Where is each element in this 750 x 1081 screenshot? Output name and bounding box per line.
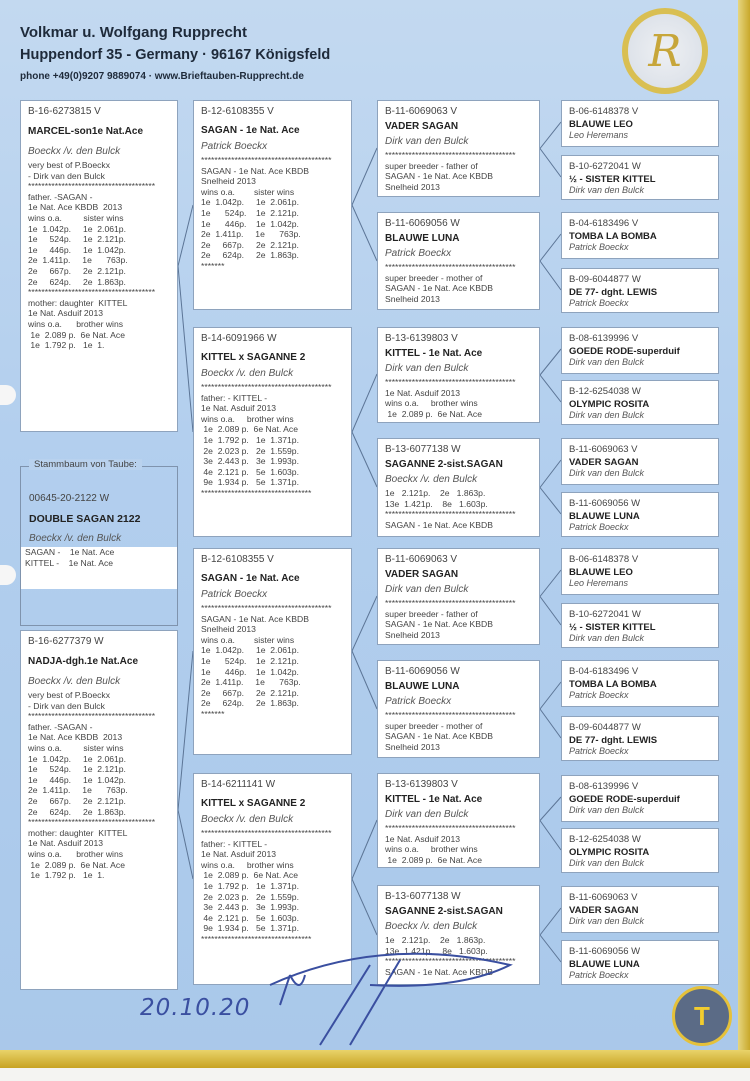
connector-line (352, 879, 377, 935)
pigeon-name: BLAUWE LUNA (569, 511, 640, 522)
pigeon-name: GOEDE RODE-superduif (569, 346, 680, 357)
breeder: Boeckx /v. den Bulck (201, 368, 294, 379)
note-line: *************************************** (201, 603, 332, 613)
performance-notes (28, 690, 170, 881)
note-line: - Dirk van den Bulck (28, 170, 105, 181)
note-line: 13e 1.421p. 8e 1.603p. (385, 945, 488, 956)
note-line: 2e 1.411p. 1e 763p. (201, 677, 301, 688)
breeder: Dirk van den Bulck (569, 805, 645, 815)
pedigree-card (377, 548, 540, 645)
note-line: 1e Nat. Asduif 2013 (385, 833, 461, 844)
note-line: 2e 624p. 2e 1.863p. (201, 250, 299, 261)
breeder: Patrick Boeckx (201, 141, 268, 152)
pedigree-card (561, 212, 719, 259)
note-line: 1e 2.089 p. 6e Nat. Ace (28, 859, 125, 870)
pedigree-card (377, 100, 540, 197)
note-line: Snelheid 2013 (385, 293, 440, 304)
ring-number: B-11-6069063 V (569, 444, 638, 455)
ring-number: B-04-6183496 V (569, 218, 639, 229)
connector-line (178, 205, 193, 266)
note-line: wins o.a. sister wins (28, 742, 124, 753)
note-line: wins o.a. sister wins (201, 634, 295, 645)
note-line: wins o.a. sister wins (201, 186, 295, 197)
note-line: wins o.a. brother wins (385, 844, 478, 855)
pedigree-card (561, 775, 719, 822)
note-line: SAGAN - 1e Nat. Ace KBDB (385, 966, 493, 977)
note-line: 1e 1.042p. 1e 2.061p. (28, 753, 126, 764)
note-line: SAGAN - 1e Nat. Ace KBDB (385, 283, 493, 294)
performance-notes (385, 823, 532, 865)
pigeon-name: TOMBA LA BOMBA (569, 679, 657, 690)
performance-notes (385, 488, 532, 530)
pedigree-card (193, 548, 352, 755)
ring-number: B-12-6108355 V (201, 554, 274, 565)
subject-label: Stammbaum von Taube: (29, 459, 142, 470)
note-line: ************************************** (28, 181, 156, 192)
note-line: 1e 1.792 p. 1e 1.371p. (201, 880, 299, 891)
pigeon-name: ½ - SISTER KITTEL (569, 174, 656, 185)
note-line: 1e 524p. 1e 2.121p. (28, 234, 126, 245)
connector-line (352, 596, 377, 651)
note-line: Snelheid 2013 (385, 181, 440, 192)
pedigree-card (377, 438, 540, 537)
pedigree-card (561, 940, 719, 985)
pigeon-name: SAGANNE 2-sist.SAGAN (385, 459, 503, 470)
note-line: wins o.a. sister wins (28, 212, 124, 223)
note-line: Snelheid 2013 (385, 629, 440, 640)
note-line: mother: daughter KITTEL (28, 297, 128, 308)
note-line: 2e 624p. 2e 1.863p. (201, 698, 299, 709)
pedigree-card (561, 660, 719, 707)
note-line: ******* (201, 708, 225, 719)
note-line: 2e 2.023 p. 2e 1.559p. (201, 891, 299, 902)
pigeon-name: DE 77- dght. LEWIS (569, 287, 658, 298)
connector-line (540, 349, 561, 375)
pigeon-name: VADER SAGAN (385, 121, 459, 132)
pedigree-card (377, 660, 540, 758)
breeder: Patrick Boeckx (385, 696, 452, 707)
ring-number: B-10-6272041 W (569, 609, 641, 620)
pedigree-card (193, 100, 352, 310)
subject-note: KITTEL - 1e Nat. Ace (25, 557, 114, 568)
connector-line (178, 810, 193, 879)
connector-line (352, 148, 377, 205)
note-line: 2e 667p. 2e 2.121p. (201, 687, 299, 698)
note-line: wins o.a. brother wins (201, 859, 294, 870)
note-line: 1e 446p. 1e 1.042p. (201, 666, 299, 677)
note-line: 1e 2.089 p. 6e Nat. Ace (201, 424, 298, 435)
address: Huppendorf 35 - Germany · 96167 Königsfeld (20, 47, 331, 63)
note-line: ******* (201, 260, 225, 271)
pedigree-card (20, 100, 178, 432)
performance-notes (385, 262, 532, 304)
pigeon-name: BLAUWE LEO (569, 119, 633, 130)
note-line: SAGAN - 1e Nat. Ace KBDB (385, 731, 493, 742)
note-line: 2e 1.411p. 1e 763p. (28, 785, 128, 796)
note-line: SAGAN - 1e Nat. Ace KBDB (201, 613, 309, 624)
ring-number: B-08-6139996 V (569, 333, 639, 344)
note-line: ************************************** (28, 711, 156, 722)
subject-notes (21, 547, 177, 589)
note-line: SAGAN - 1e Nat. Ace KBDB (385, 519, 493, 530)
breeder: Dirk van den Bulck (385, 136, 469, 147)
ring-number: B-06-6148378 V (569, 554, 639, 565)
connector-line (540, 908, 561, 935)
connector-line (540, 821, 561, 851)
note-line: father: - KITTEL - (201, 838, 268, 849)
note-line: 2e 624p. 2e 1.863p. (28, 276, 126, 287)
ring-number: B-11-6069056 W (569, 946, 641, 957)
ring-number: B-11-6069056 W (385, 218, 460, 229)
note-line: 1e 524p. 1e 2.121p. (28, 764, 126, 775)
breeder: Dirk van den Bulck (385, 363, 469, 374)
breeder: Dirk van den Bulck (569, 916, 645, 926)
note-line: ********************************* (201, 933, 312, 944)
note-line: 1e 1.792 p. 1e 1.371p. (201, 434, 299, 445)
note-line: *************************************** (201, 382, 332, 392)
performance-notes (385, 710, 532, 752)
note-line: *************************************** (385, 377, 516, 387)
pedigree-card (377, 212, 540, 310)
signature-date: 20.10.20 (140, 995, 251, 1021)
ring-number: B-11-6069056 W (385, 666, 460, 677)
breeder: Patrick Boeckx (569, 522, 629, 532)
breeder: Boeckx /v. den Bulck (201, 814, 294, 825)
breeder: Dirk van den Bulck (385, 809, 469, 820)
logo-letter: R (648, 25, 682, 77)
note-line: 1e Nat. Asduif 2013 (28, 308, 104, 319)
breeder: Boeckx /v. den Bulck (28, 676, 121, 687)
note-line: super breeder - mother of (385, 720, 483, 731)
ring-number: B-13-6077138 W (385, 444, 461, 455)
note-line: 9e 1.934 p. 5e 1.371p. (201, 477, 299, 488)
pigeon-name: GOEDE RODE-superduif (569, 794, 680, 805)
note-line: 2e 667p. 2e 2.121p. (201, 239, 299, 250)
note-line: *************************************** (385, 598, 516, 608)
pedigree-card (561, 268, 719, 313)
breeder: Patrick Boeckx (569, 970, 629, 980)
ring-number: B-13-6139803 V (385, 779, 458, 790)
breeder: Patrick Boeckx (201, 589, 268, 600)
note-line: *************************************** (385, 150, 516, 160)
breeder: Boeckx /v. den Bulck (385, 921, 478, 932)
note-line: 1e Nat. Asduif 2013 (201, 403, 277, 414)
ring-number: B-13-6139803 V (385, 333, 458, 344)
pedigree-card (561, 327, 719, 374)
text-icon: T (694, 1000, 710, 1031)
pigeon-name: KITTEL - 1e Nat. Ace (385, 794, 483, 805)
ring-number: B-16-6277379 W (28, 636, 104, 647)
breeder: Dirk van den Bulck (569, 633, 645, 643)
performance-notes (385, 150, 532, 192)
pedigree-card (561, 155, 719, 200)
subject-pigeon-box (20, 459, 178, 626)
breeder: Leo Heremans (569, 578, 629, 588)
pedigree-card (561, 828, 719, 873)
connector-line (540, 234, 561, 261)
pigeon-name: BLAUWE LUNA (569, 959, 640, 970)
connector-line (540, 488, 561, 515)
note-line: Snelheid 2013 (385, 741, 440, 752)
connector-line (540, 460, 561, 488)
ring-number: B-10-6272041 W (569, 161, 641, 172)
ring-number: B-09-6044877 W (569, 274, 641, 285)
breeder: Patrick Boeckx (385, 248, 452, 259)
breeder: Dirk van den Bulck (569, 858, 645, 868)
note-line: 1e 1.042p. 1e 2.061p. (28, 223, 126, 234)
connector-line (540, 122, 561, 149)
note-line: super breeder - father of (385, 160, 478, 171)
connector-line (540, 570, 561, 597)
ring-number: B-11-6069063 V (385, 106, 458, 117)
note-line: 1e 2.121p. 2e 1.863p. (385, 488, 486, 498)
ring-number: B-14-6091966 W (201, 333, 277, 344)
note-line: 3e 2.443 p. 3e 1.993p. (201, 902, 299, 913)
pigeon-name: MARCEL-son1e Nat.Ace (28, 126, 144, 137)
connector-line (540, 935, 561, 962)
note-line: 1e 446p. 1e 1.042p. (201, 218, 299, 229)
pedigree-card (561, 100, 719, 147)
note-line: 1e 1.042p. 1e 2.061p. (201, 197, 299, 208)
connector-line (352, 820, 377, 879)
pedigree-card (193, 327, 352, 537)
breeder: Patrick Boeckx (569, 690, 629, 700)
pigeon-name: TOMBA LA BOMBA (569, 231, 657, 242)
note-line: 2e 667p. 2e 2.121p. (28, 265, 126, 276)
ring-number: B-08-6139996 V (569, 781, 639, 792)
note-line: ************************************** (28, 287, 156, 298)
pedigree-card (561, 886, 719, 933)
ring-number: B-12-6108355 V (201, 106, 274, 117)
connector-line (540, 375, 561, 402)
note-line: 13e 1.421p. 8e 1.603p. (385, 498, 488, 509)
ring-number: B-12-6254038 W (569, 834, 641, 845)
note-line: 2e 2.023 p. 2e 1.559p. (201, 445, 299, 456)
ring-number: B-12-6254038 W (569, 386, 641, 397)
contact-info: phone +49(0)9207 9889074 · www.Brieftauben-Rupprecht.de (20, 71, 304, 82)
ring-number: B-11-6069056 W (569, 498, 641, 509)
note-line: 4e 2.121 p. 5e 1.603p. (201, 912, 299, 923)
subject-name: DOUBLE SAGAN 2122 (29, 513, 141, 525)
note-line: 1e Nat. Asduif 2013 (28, 838, 104, 849)
note-line: *************************************** (385, 823, 516, 833)
note-line: 1e 2.089 p. 6e Nat. Ace (28, 329, 125, 340)
connector-line (540, 149, 561, 178)
performance-notes (385, 377, 532, 419)
note-line: wins o.a. brother wins (28, 318, 124, 329)
pigeon-name: VADER SAGAN (569, 905, 639, 916)
note-line: 2e 1.411p. 1e 763p. (28, 255, 128, 266)
note-line: wins o.a. brother wins (201, 413, 294, 424)
pigeon-name: SAGAN - 1e Nat. Ace (201, 125, 300, 136)
note-line: SAGAN - 1e Nat. Ace KBDB (385, 171, 493, 182)
connector-line (540, 682, 561, 709)
ring-number: B-06-6148378 V (569, 106, 639, 117)
note-line: Snelheid 2013 (201, 176, 256, 187)
note-line: 1e 446p. 1e 1.042p. (28, 244, 126, 255)
pigeon-name: SAGAN - 1e Nat. Ace (201, 573, 300, 584)
note-line: 1e 2.089 p. 6e Nat. Ace (385, 408, 482, 419)
subject-note: SAGAN - 1e Nat. Ace (25, 547, 115, 557)
pigeon-name: KITTEL x SAGANNE 2 (201, 798, 306, 809)
breeder: Dirk van den Bulck (569, 410, 645, 420)
pigeon-name: OLYMPIC ROSITA (569, 399, 650, 410)
ring-number: B-11-6069063 V (385, 554, 458, 565)
breeder: Leo Heremans (569, 130, 629, 140)
performance-notes (201, 155, 344, 272)
note-line: mother: daughter KITTEL (28, 827, 128, 838)
pigeon-name: KITTEL - 1e Nat. Ace (385, 348, 483, 359)
ring-number: B-09-6044877 W (569, 722, 641, 733)
pigeon-name: DE 77- dght. LEWIS (569, 735, 658, 746)
connector-line (540, 709, 561, 738)
note-line: father. -SAGAN - (28, 721, 93, 732)
breeder: Dirk van den Bulck (569, 468, 645, 478)
note-line: 1e Nat. Asduif 2013 (201, 849, 277, 860)
pedigree-card (561, 548, 719, 595)
note-line: very best of P.Boeckx (28, 690, 111, 700)
pigeon-name: BLAUWE LEO (569, 567, 633, 578)
pedigree-card (561, 380, 719, 425)
pedigree-card (561, 716, 719, 761)
pedigree-card (20, 630, 178, 990)
ring-number: B-14-6211141 W (201, 779, 276, 790)
pigeon-name: SAGANNE 2-sist.SAGAN (385, 906, 503, 917)
performance-notes (201, 382, 344, 499)
breeder: Boeckx /v. den Bulck (385, 474, 478, 485)
pigeon-name: VADER SAGAN (569, 457, 639, 468)
note-line: *************************************** (201, 155, 332, 165)
note-line: 1e Nat. Ace KBDB 2013 (28, 202, 123, 213)
note-line: 1e 446p. 1e 1.042p. (28, 774, 126, 785)
text-recognition-button[interactable] (672, 986, 732, 1046)
note-line: *************************************** (385, 956, 516, 967)
note-line: SAGAN - 1e Nat. Ace KBDB (385, 619, 493, 630)
connector-line (352, 374, 377, 432)
note-line: very best of P.Boeckx (28, 160, 111, 170)
note-line: Snelheid 2013 (201, 624, 256, 635)
pigeon-name: NADJA-dgh.1e Nat.Ace (28, 656, 139, 667)
breeder: Boeckx /v. den Bulck (28, 146, 121, 157)
performance-notes (201, 828, 344, 945)
breeder: Dirk van den Bulck (569, 357, 645, 367)
ring-number: B-04-6183496 V (569, 666, 639, 677)
owner-name: Volkmar u. Wolfgang Rupprecht (20, 24, 247, 41)
note-line: *************************************** (201, 828, 332, 838)
note-line: 1e 2.089 p. 6e Nat. Ace (201, 870, 298, 881)
breeder: Patrick Boeckx (569, 298, 629, 308)
subject-breeder: Boeckx /v. den Bulck (29, 533, 122, 544)
note-line: 1e 2.089 p. 6e Nat. Ace (385, 854, 482, 865)
note-line: *************************************** (385, 509, 516, 520)
handwritten-signature (260, 945, 540, 1055)
pigeon-name: OLYMPIC ROSITA (569, 847, 650, 858)
note-line: 9e 1.934 p. 5e 1.371p. (201, 923, 299, 934)
note-line: 2e 1.411p. 1e 763p. (201, 229, 301, 240)
note-line: wins o.a. brother wins (385, 398, 478, 409)
note-line: 4e 2.121 p. 5e 1.603p. (201, 466, 299, 477)
note-line: wins o.a. brother wins (28, 848, 124, 859)
performance-notes (385, 598, 532, 640)
note-line: *************************************** (385, 262, 516, 272)
note-line: 1e 524p. 1e 2.121p. (201, 655, 299, 666)
note-line: ********************************* (201, 487, 312, 498)
breeder: Dirk van den Bulck (569, 185, 645, 195)
connector-line (540, 261, 561, 290)
performance-notes (28, 160, 170, 351)
pedigree-card (561, 492, 719, 537)
note-line: 3e 2.443 p. 3e 1.993p. (201, 456, 299, 467)
note-line: 2e 624p. 2e 1.863p. (28, 806, 126, 817)
pigeon-name: BLAUWE LUNA (385, 681, 460, 692)
note-line: ************************************** (28, 817, 156, 828)
breeder: Patrick Boeckx (569, 242, 629, 252)
note-line: 1e 1.792 p. 1e 1. (28, 340, 105, 351)
pigeon-name: VADER SAGAN (385, 569, 459, 580)
note-line: 2e 667p. 2e 2.121p. (28, 795, 126, 806)
note-line: 1e 1.792 p. 1e 1. (28, 870, 105, 881)
note-line: super breeder - mother of (385, 272, 483, 283)
connector-line (540, 597, 561, 626)
ring-number: B-13-6077138 W (385, 891, 461, 902)
connector-line (352, 205, 377, 261)
pedigree-card (377, 773, 540, 868)
connector-line (178, 651, 193, 810)
note-line: 1e Nat. Ace KBDB 2013 (28, 732, 123, 743)
pigeon-name: KITTEL x SAGANNE 2 (201, 352, 306, 363)
breeder: Patrick Boeckx (569, 746, 629, 756)
pedigree-card (561, 603, 719, 648)
connector-line (352, 432, 377, 487)
note-line: 1e 1.042p. 1e 2.061p. (201, 645, 299, 656)
note-line: *************************************** (385, 710, 516, 720)
connector-line (540, 797, 561, 821)
note-line: father: - KITTEL - (201, 392, 268, 403)
note-line: 1e 524p. 1e 2.121p. (201, 207, 299, 218)
connector-line (352, 651, 377, 709)
note-line: SAGAN - 1e Nat. Ace KBDB (201, 165, 309, 176)
connector-line (178, 266, 193, 432)
note-line: 1e 2.121p. 2e 1.863p. (385, 935, 486, 945)
ring-number: B-16-6273815 V (28, 106, 101, 117)
pedigree-card (377, 327, 540, 423)
pedigree-card (561, 438, 719, 485)
breeder: Dirk van den Bulck (385, 584, 469, 595)
note-line: father. -SAGAN - (28, 191, 93, 202)
performance-notes (201, 603, 344, 720)
note-line: 1e Nat. Asduif 2013 (385, 387, 461, 398)
pigeon-name: ½ - SISTER KITTEL (569, 622, 656, 633)
pigeon-name: BLAUWE LUNA (385, 233, 460, 244)
note-line: - Dirk van den Bulck (28, 700, 105, 711)
note-line: super breeder - father of (385, 608, 478, 619)
subject-ring-number: 00645-20-2122 W (29, 493, 110, 504)
ring-number: B-11-6069063 V (569, 892, 638, 903)
